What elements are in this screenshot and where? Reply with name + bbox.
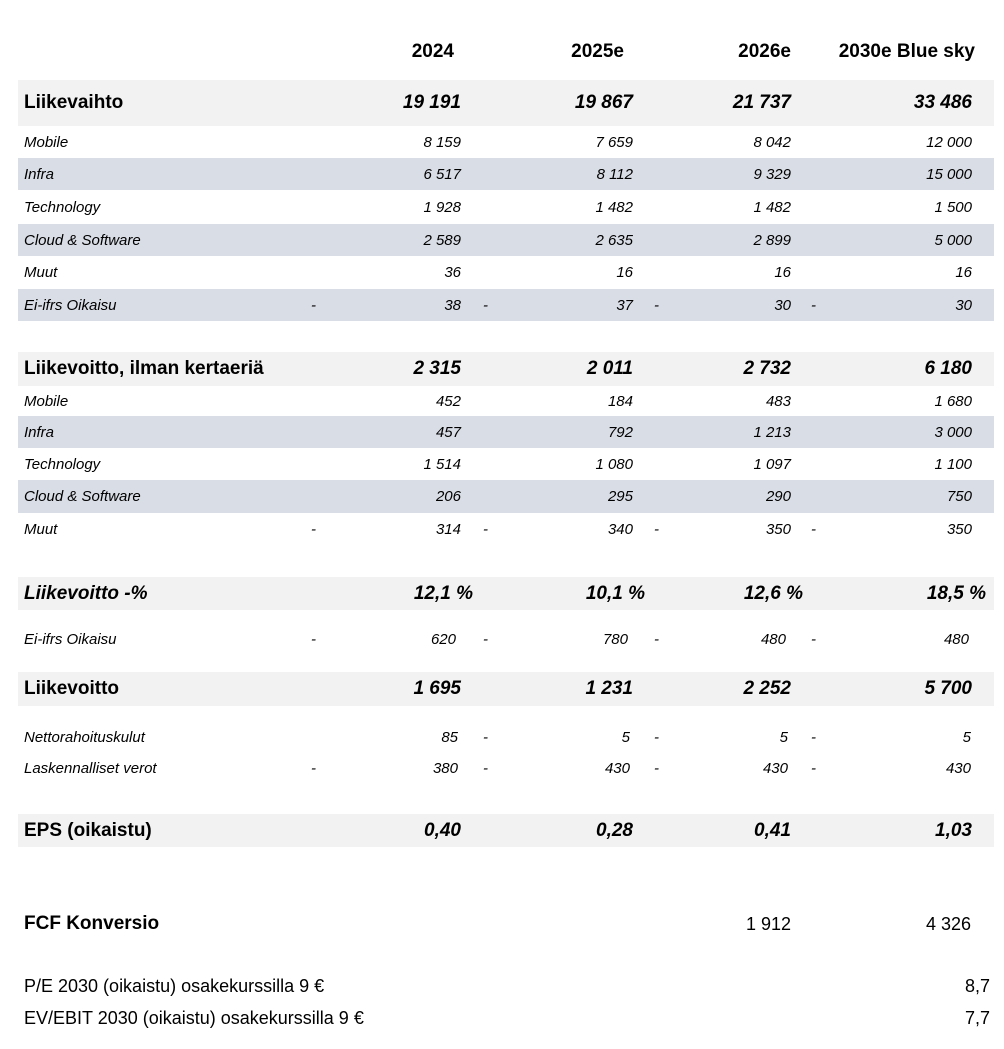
- table-row: [18, 224, 994, 256]
- row-label: Cloud & Software: [24, 488, 141, 505]
- value-2030e: 5 000: [934, 231, 972, 249]
- row-label: Technology: [24, 455, 101, 473]
- value-2030e: 750: [946, 488, 972, 505]
- fcf-label: FCF Konversio: [24, 913, 160, 934]
- value-2026e: 1 482: [753, 198, 791, 216]
- ebit-margin-2025e: 10,1 %: [585, 582, 645, 604]
- value-2026e: 30: [774, 296, 791, 314]
- value-2024: 1 928: [423, 198, 461, 216]
- value-2026e: 1 213: [753, 423, 791, 441]
- ebit-adjusted-2024: 2 315: [413, 358, 461, 379]
- ebit-margin-2024: 12,1 %: [413, 582, 473, 604]
- table-row: [18, 448, 994, 480]
- ebit-adjusted-2026e: 2 732: [743, 358, 791, 379]
- value-2025e: 5: [621, 728, 630, 746]
- revenue-2026e: 21 737: [732, 92, 791, 113]
- table-row: [18, 513, 994, 546]
- value-2024: 314: [435, 521, 461, 538]
- value-2024: 452: [435, 392, 461, 410]
- negative-sign: -: [311, 630, 316, 648]
- value-2026e: 8 042: [753, 133, 791, 151]
- ebit-adjusted-2025e: 2 011: [586, 358, 633, 379]
- value-2025e: 8 112: [596, 165, 633, 183]
- taxes-row: [18, 753, 994, 783]
- ebit-row: [18, 672, 994, 706]
- revenue-2025e: 19 867: [574, 92, 633, 113]
- revenue-total-row: [18, 80, 994, 126]
- revenue-label: Liikevaihto: [24, 92, 124, 113]
- negative-sign: -: [483, 728, 488, 746]
- pe-label: P/E 2030 (oikaistu) osakekurssilla 9 €: [24, 975, 325, 996]
- value-2030e: 350: [946, 521, 972, 538]
- value-2025e: 16: [616, 264, 633, 281]
- table-row: [18, 289, 994, 321]
- row-label: Mobile: [24, 133, 69, 151]
- eps-2024: 0,40: [424, 819, 461, 841]
- negative-sign: -: [654, 728, 659, 746]
- value-2024: 620: [430, 630, 456, 648]
- value-2026e: 2 899: [753, 231, 791, 249]
- value-2024: 1 514: [423, 455, 461, 473]
- row-label: Nettorahoituskulut: [24, 728, 145, 746]
- ebit-label: Liikevoitto: [24, 678, 120, 699]
- value-2025e: 430: [604, 759, 630, 777]
- value-2030e: 30: [955, 296, 972, 314]
- value-2030e: 12 000: [926, 133, 972, 151]
- fcf-2030e: 4 326: [925, 913, 971, 934]
- negative-sign: -: [483, 630, 488, 648]
- value-2025e: 295: [607, 488, 633, 505]
- value-2030e: 1 680: [934, 392, 972, 410]
- row-label: Technology: [24, 198, 101, 216]
- pe-row: [18, 970, 994, 1002]
- negative-sign: -: [483, 759, 488, 777]
- ebit-adjusted-2030e: 6 180: [924, 358, 972, 379]
- value-2025e: 780: [602, 630, 628, 648]
- eps-2025e: 0,28: [596, 819, 633, 841]
- row-label: Laskennalliset verot: [24, 759, 157, 777]
- row-label: Cloud & Software: [24, 231, 141, 249]
- ev-ebit-value: 7,7: [964, 1007, 990, 1028]
- value-2025e: 792: [607, 423, 633, 441]
- ebit-2025e: 1 231: [585, 678, 633, 699]
- ev-ebit-label: EV/EBIT 2030 (oikaistu) osakekurssilla 9 €: [24, 1007, 364, 1028]
- value-2024: 380: [432, 759, 458, 777]
- row-label: Ei-ifrs Oikaisu: [24, 630, 117, 648]
- value-2030e: 480: [943, 630, 969, 648]
- negative-sign: -: [311, 296, 316, 314]
- value-2026e: 290: [765, 488, 791, 505]
- header-2025e: 2025e: [571, 41, 624, 62]
- revenue-2024: 19 191: [402, 92, 461, 113]
- value-2024: 457: [435, 423, 461, 441]
- negative-sign: -: [811, 521, 816, 538]
- value-2025e: 2 635: [595, 231, 633, 249]
- eps-row: [18, 814, 994, 847]
- negative-sign: -: [654, 630, 659, 648]
- table-row: [18, 126, 994, 158]
- revenue-2030e: 33 486: [913, 92, 972, 113]
- negative-sign: -: [654, 521, 659, 538]
- ev-ebit-row: [18, 1002, 994, 1034]
- header-row: [18, 34, 994, 70]
- table-row: [18, 416, 994, 448]
- ebit-margin-2030e: 18,5 %: [926, 582, 986, 604]
- eps-label: EPS (oikaistu): [24, 819, 152, 841]
- value-2025e: 340: [607, 521, 633, 538]
- row-label: Infra: [24, 165, 55, 183]
- header-2026e: 2026e: [738, 41, 791, 62]
- eps-2030e: 1,03: [935, 819, 972, 841]
- ebit-2024: 1 695: [413, 678, 461, 699]
- value-2026e: 350: [765, 521, 791, 538]
- table-row: [18, 256, 994, 289]
- non-ifrs-adjustment-row: [18, 622, 994, 656]
- fcf-2026e: 1 912: [745, 913, 791, 934]
- negative-sign: -: [483, 296, 488, 314]
- ebit-adjusted-label: Liikevoitto, ilman kertaeriä: [24, 358, 264, 379]
- negative-sign: -: [811, 296, 816, 314]
- value-2024: 36: [444, 264, 461, 281]
- value-2026e: 5: [779, 728, 788, 746]
- value-2026e: 1 097: [753, 455, 791, 473]
- value-2030e: 430: [945, 759, 971, 777]
- table-row: [18, 158, 994, 190]
- value-2030e: 5: [962, 728, 971, 746]
- value-2024: 38: [444, 296, 461, 314]
- negative-sign: -: [311, 521, 316, 538]
- header-2024: 2024: [411, 41, 454, 62]
- row-label: Muut: [24, 264, 58, 281]
- value-2030e: 3 000: [934, 423, 972, 441]
- negative-sign: -: [811, 630, 816, 648]
- value-2025e: 1 482: [595, 198, 633, 216]
- row-label: Mobile: [24, 392, 69, 410]
- value-2030e: 1 500: [934, 198, 972, 216]
- net-finance-row: [18, 722, 994, 752]
- ebit-margin-2026e: 12,6 %: [743, 582, 803, 604]
- row-label: Infra: [24, 423, 55, 441]
- ebit-adjusted-total-row: [18, 352, 994, 386]
- value-2030e: 1 100: [934, 455, 972, 473]
- negative-sign: -: [483, 521, 488, 538]
- ebit-margin-label: Liikevoitto -%: [24, 582, 148, 604]
- value-2024: 85: [441, 728, 458, 746]
- table-row: [18, 190, 994, 224]
- value-2026e: 480: [760, 630, 786, 648]
- fcf-row: [18, 907, 994, 941]
- ebit-margin-row: [18, 577, 994, 610]
- negative-sign: -: [811, 728, 816, 746]
- table-row: [18, 480, 994, 513]
- value-2025e: 1 080: [595, 455, 633, 473]
- value-2024: 206: [435, 488, 461, 505]
- row-label: Muut: [24, 521, 58, 538]
- negative-sign: -: [654, 296, 659, 314]
- ebit-2026e: 2 252: [743, 678, 791, 699]
- ebit-2030e: 5 700: [924, 678, 972, 699]
- negative-sign: -: [311, 759, 316, 777]
- value-2025e: 7 659: [595, 133, 633, 151]
- value-2026e: 16: [774, 264, 791, 281]
- row-label: Ei-ifrs Oikaisu: [24, 296, 117, 314]
- negative-sign: -: [654, 759, 659, 777]
- value-2026e: 9 329: [753, 165, 791, 183]
- eps-2026e: 0,41: [754, 819, 791, 841]
- header-2030e: 2030e Blue sky: [838, 41, 975, 62]
- value-2026e: 430: [762, 759, 788, 777]
- negative-sign: -: [811, 759, 816, 777]
- value-2030e: 16: [955, 264, 972, 281]
- pe-value: 8,7: [964, 975, 990, 996]
- value-2024: 8 159: [423, 133, 461, 151]
- value-2024: 2 589: [423, 231, 461, 249]
- value-2030e: 15 000: [926, 165, 972, 183]
- value-2026e: 483: [765, 392, 791, 410]
- value-2024: 6 517: [423, 165, 461, 183]
- value-2025e: 184: [607, 392, 633, 410]
- table-row: [18, 386, 994, 416]
- value-2025e: 37: [616, 296, 633, 314]
